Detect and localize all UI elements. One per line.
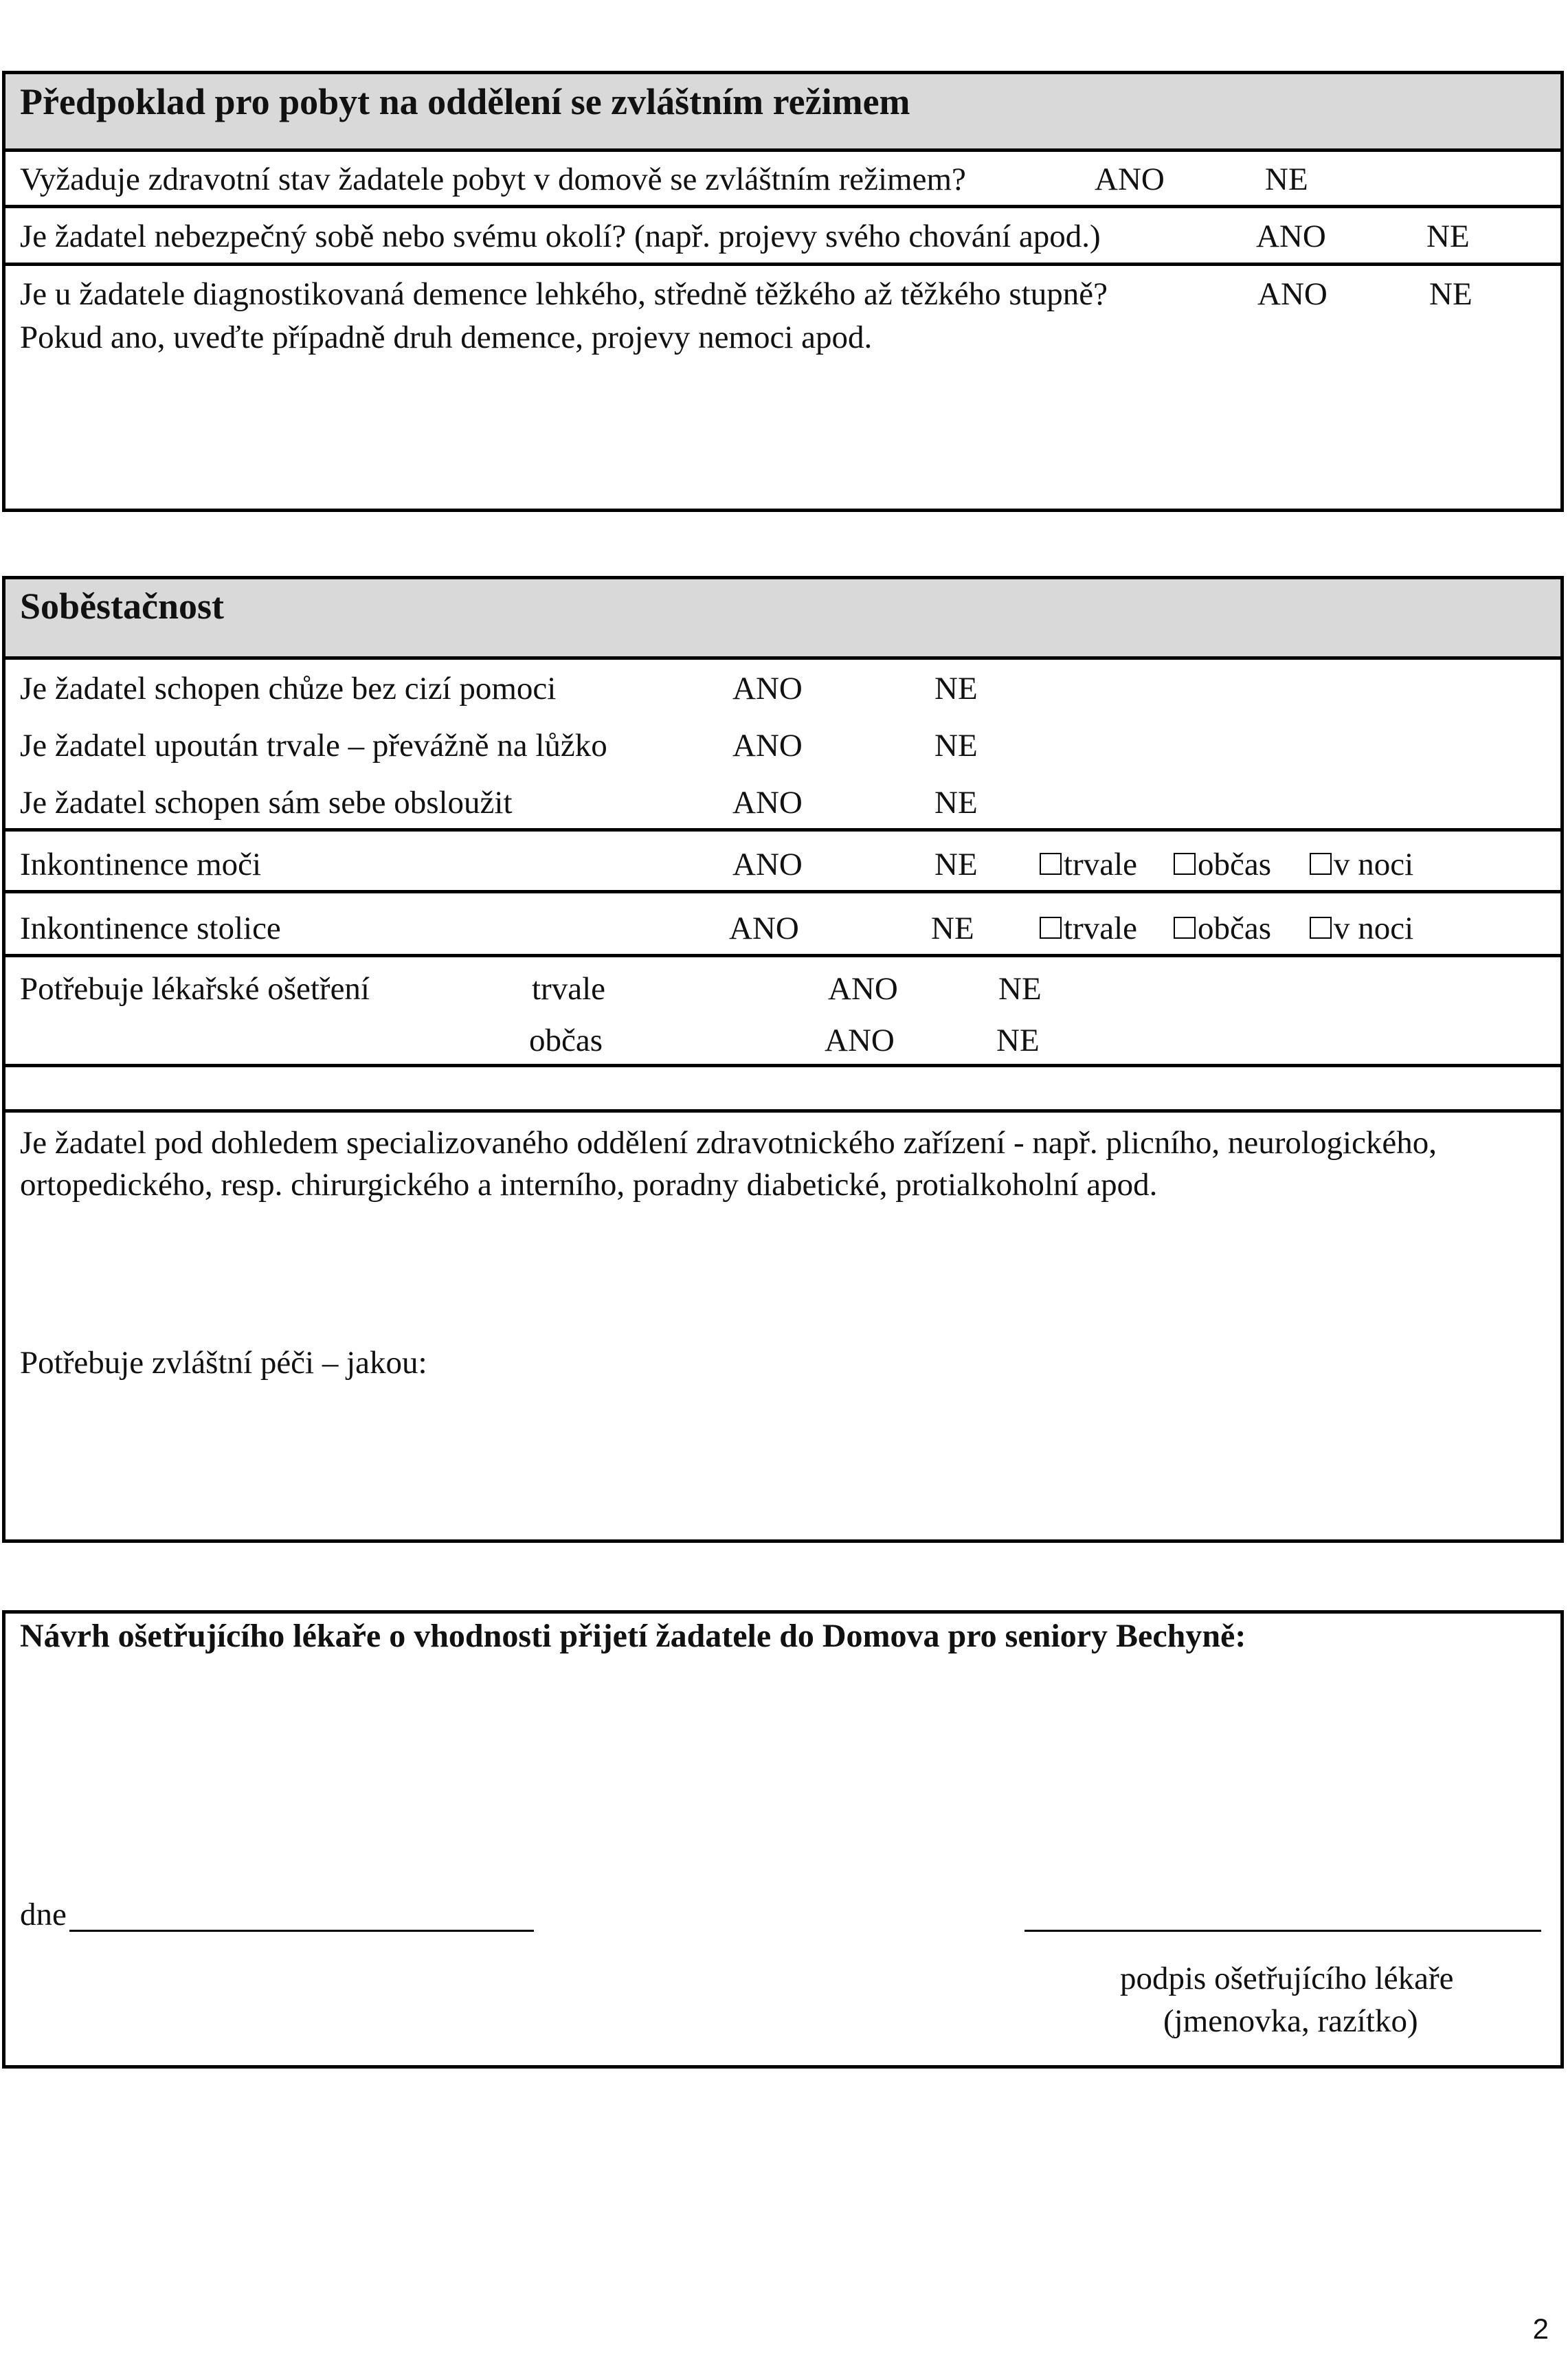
date-label: dne [20, 1897, 67, 1932]
answer-no[interactable]: NE [1265, 161, 1308, 197]
section-title: Soběstačnost [20, 586, 225, 627]
answer-yes[interactable]: ANO [732, 785, 803, 821]
section-header [5, 579, 1560, 656]
checkbox-night[interactable]: v noci [1310, 849, 1413, 881]
section-title: Předpoklad pro pobyt na oddělení se zvláštním režimem [20, 81, 910, 122]
frequency-permanent-label: trvale [532, 971, 605, 1007]
checkbox-permanent[interactable]: trvale [1040, 849, 1137, 881]
answer-no[interactable]: NE [931, 911, 974, 946]
answer-yes[interactable]: ANO [732, 728, 803, 764]
page-number: 2 [1532, 2313, 1549, 2345]
answer-no[interactable]: NE [1426, 219, 1470, 254]
frequency-sometimes-label: občas [529, 1023, 603, 1058]
answer-yes[interactable]: ANO [828, 971, 898, 1007]
answer-no[interactable]: NE [934, 847, 978, 882]
answer-no[interactable]: NE [1429, 276, 1472, 312]
question-bedridden: Je žadatel upoután trvale – převážně na lůžko [20, 728, 607, 764]
checkbox-icon[interactable] [1174, 917, 1196, 939]
checkbox-icon[interactable] [1040, 853, 1062, 875]
checkbox-icon[interactable] [1310, 917, 1332, 939]
doctor-proposal-section [2, 1610, 1564, 2069]
question-special-regime: Vyžaduje zdravotní stav žadatele pobyt v domově se zvláštním režimem? [20, 161, 966, 197]
answer-yes[interactable]: ANO [1256, 219, 1326, 254]
answer-yes[interactable]: ANO [729, 911, 799, 946]
answer-yes[interactable]: ANO [732, 671, 803, 706]
section-title: Návrh ošetřujícího lékaře o vhodnosti přijetí žadatele do Domova pro seniory Bechyně: [20, 1618, 1246, 1654]
signature-caption: podpis ošetřujícího lékaře [1120, 1961, 1454, 1996]
dementia-details-label: Pokud ano, uveďte případně druh demence, projevy nemoci apod. [20, 320, 873, 355]
question-fecal-incontinence: Inkontinence stolice [20, 911, 281, 946]
question-self-care: Je žadatel schopen sám sebe obsloužit [20, 785, 513, 821]
answer-no[interactable]: NE [934, 728, 978, 764]
date-field-line[interactable] [69, 1930, 534, 1932]
answer-no[interactable]: NE [996, 1023, 1040, 1058]
question-walking: Je žadatel schopen chůze bez cizí pomoci [20, 671, 557, 706]
signature-caption-note: (jmenovka, razítko) [1163, 2003, 1418, 2039]
question-urinary-incontinence: Inkontinence moči [20, 847, 262, 882]
checkbox-icon[interactable] [1174, 853, 1196, 875]
answer-no[interactable]: NE [934, 671, 978, 706]
signature-line[interactable] [1024, 1930, 1541, 1932]
answer-no[interactable]: NE [934, 785, 978, 821]
checkbox-icon[interactable] [1040, 917, 1062, 939]
self-sufficiency-section [2, 576, 1564, 1543]
special-regime-section [2, 71, 1564, 512]
answer-no[interactable]: NE [998, 971, 1042, 1007]
checkbox-sometimes[interactable]: občas [1174, 913, 1271, 945]
answer-yes[interactable]: ANO [1257, 276, 1328, 312]
question-dangerous: Je žadatel nebezpečný sobě nebo svému okolí? (např. projevy svého chování apod.) [20, 219, 1101, 254]
checkbox-night[interactable]: v noci [1310, 913, 1413, 945]
checkbox-icon[interactable] [1310, 853, 1332, 875]
question-dementia: Je u žadatele diagnostikovaná demence lehkého, středně těžkého až těžkého stupně? [20, 276, 1108, 312]
question-medical-care: Potřebuje lékařské ošetření [20, 971, 370, 1007]
checkbox-sometimes[interactable]: občas [1174, 849, 1271, 881]
answer-yes[interactable]: ANO [825, 1023, 895, 1058]
answer-yes[interactable]: ANO [732, 847, 803, 882]
question-specialized-care: Je žadatel pod dohledem specializovaného oddělení zdravotnického zařízení - např. plicního, neurologického, [20, 1125, 1437, 1161]
question-specialized-care-cont: ortopedického, resp. chirurgického a interního, poradny diabetické, protialkoholní apod. [20, 1167, 1158, 1203]
special-care-label: Potřebuje zvláštní péči – jakou: [20, 1345, 427, 1381]
checkbox-permanent[interactable]: trvale [1040, 913, 1137, 945]
answer-yes[interactable]: ANO [1095, 161, 1165, 197]
